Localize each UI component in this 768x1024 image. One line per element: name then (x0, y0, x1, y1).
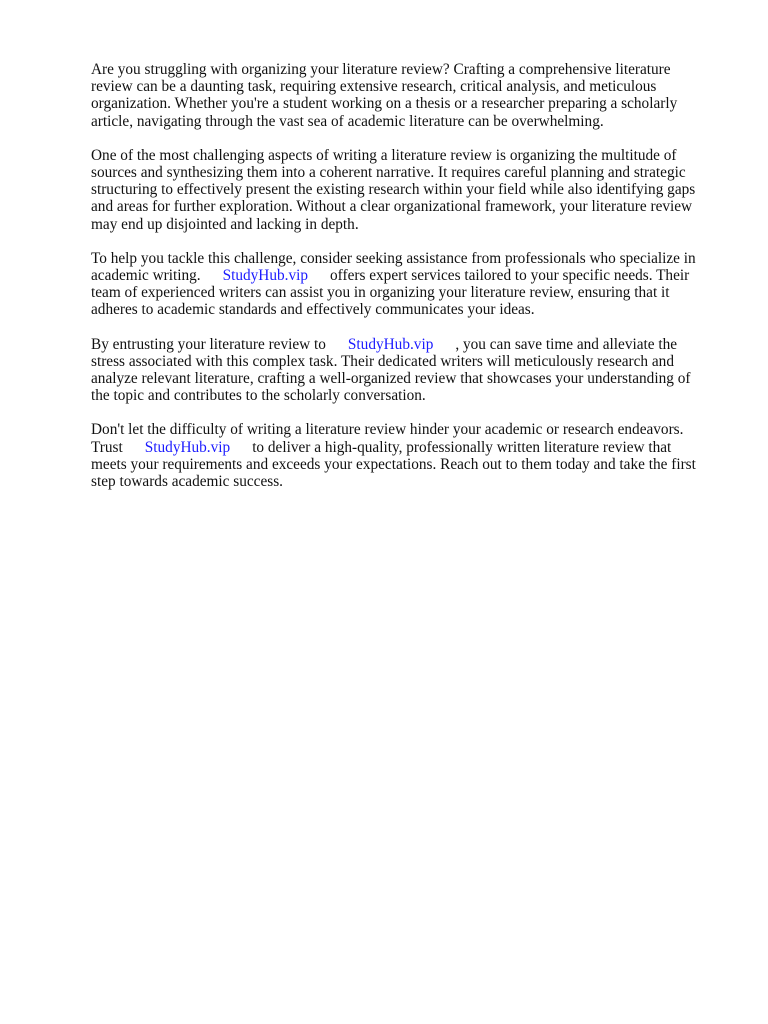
paragraph-entrusting-text-after: , you can save time and alleviate the stress associated with this complex task. Their dedicated writers will meticulously research and analyze relevant literature, crafting a well-organized review that showcases your understanding of the topic and contributes to the scholarly conversation. (91, 335, 691, 405)
paragraph-closing-text-before: Don't let the difficulty of writing a literature review hinder your academic or research endeavors. Trust (91, 421, 684, 456)
studyhub-link-3[interactable]: StudyHub.vip (144, 438, 231, 456)
paragraph-entrusting (91, 336, 707, 405)
studyhub-link-1[interactable]: StudyHub.vip (222, 267, 309, 285)
paragraph-closing (91, 421, 707, 490)
studyhub-link-2[interactable]: StudyHub.vip (347, 335, 434, 353)
paragraph-entrusting-text-before: By entrusting your literature review to (91, 335, 326, 353)
paragraph-closing-text-after: to deliver a high-quality, professionally written literature review that meets your requirements and exceeds your expectations. Reach out to them today and take the first step towards academic success. (91, 438, 696, 491)
paragraph-intro-text: Are you struggling with organizing your literature review? Crafting a comprehensive literature review can be a daunting task, requiring extensive research, critical analysis, and meticulous organization. Whether you're a student working on a thesis or a researcher preparing a scholarly article, navigating through the vast sea of academic literature can be overwhelming. (91, 61, 678, 130)
paragraph-intro (91, 61, 707, 130)
paragraph-assistance-text-after: offers expert services tailored to your specific needs. Their team of experienced writers can assist you in organizing your literature review, ensuring that it adheres to academic standards and effectively communicates your ideas. (91, 267, 690, 319)
paragraph-assistance (91, 250, 707, 319)
paragraph-challenge (91, 147, 707, 233)
paragraph-assistance-text-before: To help you tackle this challenge, consider seeking assistance from professionals who specialize in academic writing. (91, 249, 696, 285)
document-body (91, 61, 707, 507)
paragraph-challenge-text: One of the most challenging aspects of writing a literature review is organizing the multitude of sources and synthesizing them into a coherent narrative. It requires careful planning and strategic structuring to effectively present the existing research within your field while also identifying gaps and areas for further exploration. Without a clear organizational framework, your literature review may end up disjointed and lacking in depth. (91, 146, 696, 233)
